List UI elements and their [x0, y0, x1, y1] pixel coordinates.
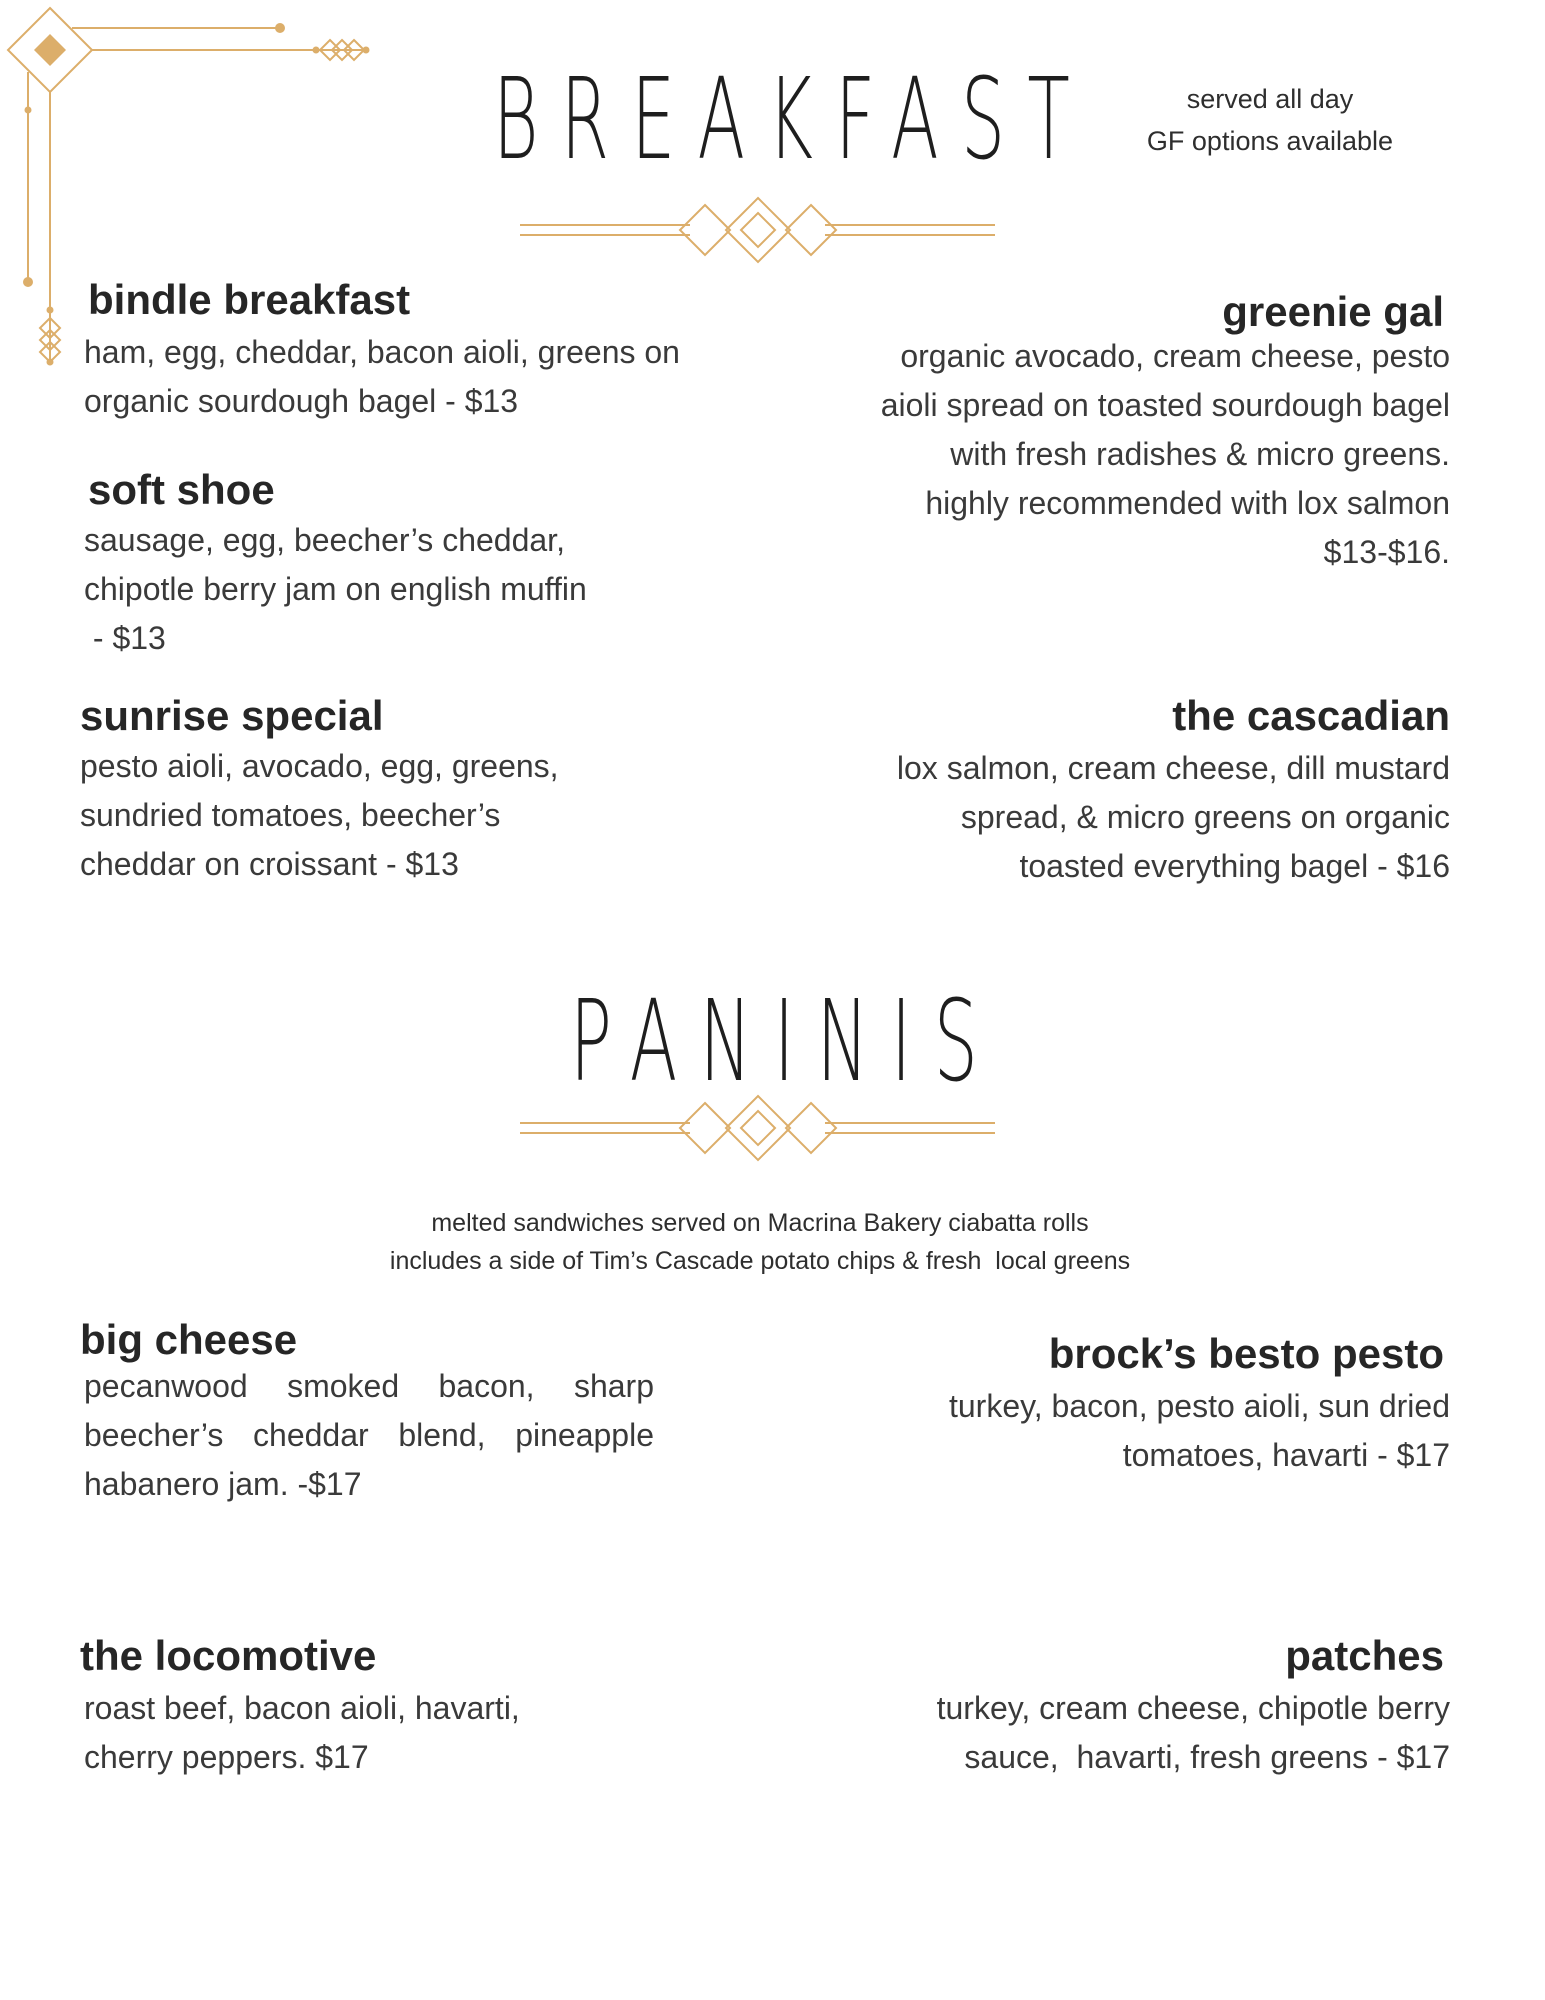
- menu-item: [80, 692, 720, 889]
- menu-item: [80, 1316, 654, 1509]
- diamond-divider-icon: [520, 1093, 1000, 1163]
- menu-item: [84, 276, 724, 426]
- item-name-big-cheese: big cheese: [80, 1316, 298, 1363]
- breakfast-title: BREAKFAST: [493, 55, 1093, 185]
- desc-line: highly recommended with lox salmon: [925, 485, 1450, 521]
- desc-line: organic avocado, cream cheese, pesto: [900, 338, 1450, 374]
- breakfast-notes: [1135, 78, 1405, 162]
- menu-item: [760, 288, 1450, 577]
- desc-line: $13-$16.: [1323, 534, 1450, 570]
- desc-line: cherry peppers. $17: [84, 1739, 369, 1775]
- desc-line: turkey, cream cheese, chipotle berry: [936, 1690, 1450, 1726]
- item-desc-the-cascadian: [760, 744, 1450, 891]
- desc-line: with fresh radishes & micro greens.: [950, 436, 1450, 472]
- note-served-all-day: served all day: [1186, 84, 1354, 114]
- desc-line: roast beef, bacon aioli, havarti,: [84, 1690, 520, 1726]
- item-desc-big-cheese: pecanwood smoked bacon, sharp beecher’s cheddar blend, pineapple habanero jam. -$17: [84, 1368, 654, 1502]
- diamond-divider-icon: [520, 195, 1000, 265]
- desc-line: turkey, bacon, pesto aioli, sun dried: [948, 1388, 1450, 1424]
- item-name-sunrise-special: sunrise special: [80, 692, 384, 739]
- desc-line: aioli spread on toasted sourdough bagel: [880, 387, 1450, 423]
- item-name-bindle-breakfast: bindle breakfast: [88, 276, 411, 323]
- item-name-the-cascadian: the cascadian: [1172, 692, 1450, 739]
- note-gf-options: GF options available: [1146, 126, 1394, 156]
- item-desc-soft-shoe: [84, 516, 724, 663]
- item-desc-sunrise-special: [80, 742, 720, 889]
- note-side-chips: includes a side of Tim’s Cascade potato chips & fresh local greens: [389, 1247, 1131, 1275]
- desc-line: ham, egg, cheddar, bacon aioli, greens on: [84, 334, 680, 370]
- item-desc-patches: [760, 1684, 1450, 1782]
- item-desc-the-locomotive: [80, 1684, 720, 1782]
- desc-line: sundried tomatoes, beecher’s: [80, 797, 501, 833]
- item-desc-greenie-gal: [760, 332, 1450, 577]
- paninis-title: PANINIS: [570, 977, 1001, 1107]
- desc-line: pesto aioli, avocado, egg, greens,: [80, 748, 559, 784]
- item-name-the-locomotive: the locomotive: [80, 1632, 377, 1679]
- desc-line: sauce, havarti, fresh greens - $17: [964, 1739, 1450, 1775]
- desc-line: chipotle berry jam on english muffin: [84, 571, 587, 607]
- desc-line: cheddar on croissant - $13: [80, 846, 459, 882]
- menu-item: [760, 1632, 1450, 1782]
- desc-line: tomatoes, havarti - $17: [1122, 1437, 1450, 1473]
- note-macrina-bakery: melted sandwiches served on Macrina Bakery ciabatta rolls: [431, 1209, 1089, 1237]
- desc-line: spread, & micro greens on organic: [960, 799, 1450, 835]
- item-name-soft-shoe: soft shoe: [88, 466, 275, 513]
- item-desc-brocks-besto-pesto: [760, 1382, 1450, 1480]
- menu-item: [760, 1330, 1450, 1480]
- item-name-patches: patches: [1285, 1632, 1444, 1679]
- item-name-brocks-besto-pesto: brock’s besto pesto: [1048, 1330, 1444, 1377]
- desc-line: toasted everything bagel - $16: [1019, 848, 1450, 884]
- desc-line: - $13: [84, 620, 166, 656]
- desc-line: sausage, egg, beecher’s cheddar,: [84, 522, 565, 558]
- menu-item: [760, 692, 1450, 891]
- paninis-notes: [300, 1204, 1220, 1280]
- menu-item: [80, 1632, 720, 1782]
- desc-line: lox salmon, cream cheese, dill mustard: [896, 750, 1450, 786]
- menu-item: [84, 466, 724, 663]
- item-name-greenie-gal: greenie gal: [1222, 288, 1444, 335]
- desc-line: organic sourdough bagel - $13: [84, 383, 519, 419]
- item-desc-bindle-breakfast: [84, 328, 724, 426]
